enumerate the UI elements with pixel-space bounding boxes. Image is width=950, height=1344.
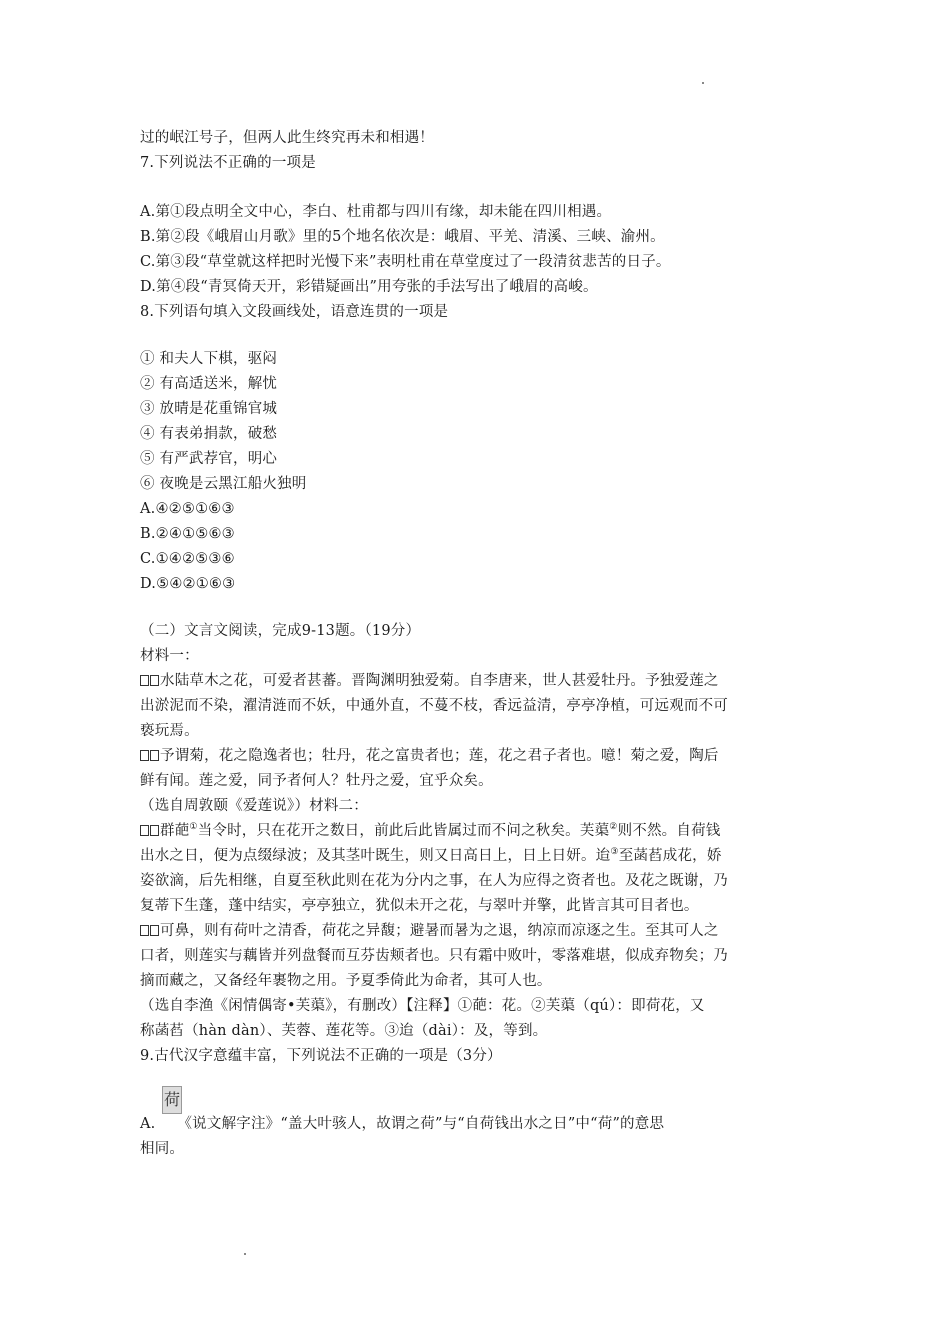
q8-option-a: A.④②⑤①⑥③: [140, 501, 235, 517]
q7-option-c: C.第③段“草堂就这样把时光慢下来”表明杜甫在草堂度过了一段清贫悲苦的日子。: [140, 254, 671, 270]
section-heading: （二）文言文阅读，完成9-13题。（19分）: [140, 623, 421, 639]
q9-option-a: A. 《说文解字注》“盖大叶骇人，故谓之荷”与“自荷钱出水之日”中“荷”的意思: [140, 1116, 665, 1132]
q8-item: ① 和夫人下棋，驱闷: [140, 351, 278, 367]
question-7: 7.下列说法不正确的一项是: [140, 155, 316, 171]
question-9: 9.古代汉字意蕴丰富，下列说法不正确的一项是（3分）: [140, 1048, 502, 1064]
scan-speck: [244, 1253, 246, 1255]
q8-item: ③ 放晴是花重锦官城: [140, 401, 278, 417]
text-line: 过的岷江号子，但两人此生终究再未和相遇！: [140, 130, 434, 146]
q8-option-d: D.⑤④②①⑥③: [140, 576, 236, 592]
passage-line: 群葩①当令时，只在花开之数日，前此后此皆属过而不问之秋矣。芙蕖②则不然。自荷钱: [140, 821, 720, 841]
passage-line: 复蒂下生蓬，蓬中结实，亭亭独立，犹似未开之花，与翠叶并擎，此皆言其可目者也。: [140, 898, 699, 914]
question-8: 8.下列语句填入文段画线处，语意连贯的一项是: [140, 304, 449, 320]
passage-line: 摘而藏之，又备经年裹物之用。予夏季倚此为命者，其可人也。: [140, 973, 552, 989]
q7-option-d: D.第④段“青冥倚天开，彩错疑画出”用夸张的手法写出了峨眉的高峻。: [140, 279, 598, 295]
q7-option-a: A.第①段点明全文中心，李白、杜甫都与四川有缘，却未能在四川相遇。: [140, 204, 612, 220]
q7-option-b: B.第②段《峨眉山月歌》里的5个地名依次是：峨眉、平羌、清溪、三峡、渝州。: [140, 229, 665, 245]
passage-line: 鲜有闻。莲之爱，同予者何人？牡丹之爱，宜乎众矣。: [140, 773, 493, 789]
q8-item: ④ 有表弟捐款，破愁: [140, 426, 278, 442]
passage-line: 可鼻，则有荷叶之清香，荷花之异馥；避暑而暑为之退，纳凉而凉逐之生。至其可人之: [140, 921, 719, 941]
source-note: （选自周敦颐《爱莲说》）材料二：: [140, 798, 368, 814]
passage-line: 予谓菊，花之隐逸者也；牡丹，花之富贵者也；莲，花之君子者也。噫！菊之爱，陶后: [140, 746, 719, 766]
material-one-label: 材料一：: [140, 648, 199, 664]
scan-speck: [702, 82, 704, 84]
q9-option-a-cont: 相同。: [140, 1141, 185, 1157]
passage-line: 姿欲滴，后先相继，自夏至秋此则在花为分内之事，在人为应得之资者也。及花之既谢，乃: [140, 873, 728, 889]
source-note: （选自李渔《闲情偶寄•芙蕖》，有删改）【注释】①葩：花。②芙蕖（qú）：即荷花，又: [140, 998, 705, 1014]
passage-line: 水陆草木之花，可爱者甚蕃。晋陶渊明独爱菊。自李唐来，世人甚爱牡丹。予独爱莲之: [140, 671, 719, 691]
q8-option-b: B.②④①⑤⑥③: [140, 526, 235, 542]
q8-option-c: C.①④②⑤③⑥: [140, 551, 235, 567]
q8-item: ② 有高适送米，解忧: [140, 376, 278, 392]
seal-character-image: 荷: [162, 1086, 182, 1114]
q8-item: ⑤ 有严武荐官，明心: [140, 451, 278, 467]
passage-line: 出淤泥而不染，濯清涟而不妖，中通外直，不蔓不枝，香远益清，亭亭净植，可远观而不可: [140, 698, 728, 714]
passage-line: 口者，则莲实与藕皆并列盘餐而互芬齿颊者也。只有霜中败叶，零落难堪，似成弃物矣；乃: [140, 948, 728, 964]
q8-item: ⑥ 夜晚是云黑江船火独明: [140, 476, 307, 492]
passage-line: 亵玩焉。: [140, 723, 199, 739]
annotation-line: 称菡萏（hàn dàn）、芙蓉、莲花等。③迨（dài）：及，等到。: [140, 1023, 548, 1039]
passage-line: 出水之日，便为点缀绿波；及其茎叶既生，则又日高日上，日上日妍。迨③至菡萏成花，娇: [140, 847, 722, 864]
